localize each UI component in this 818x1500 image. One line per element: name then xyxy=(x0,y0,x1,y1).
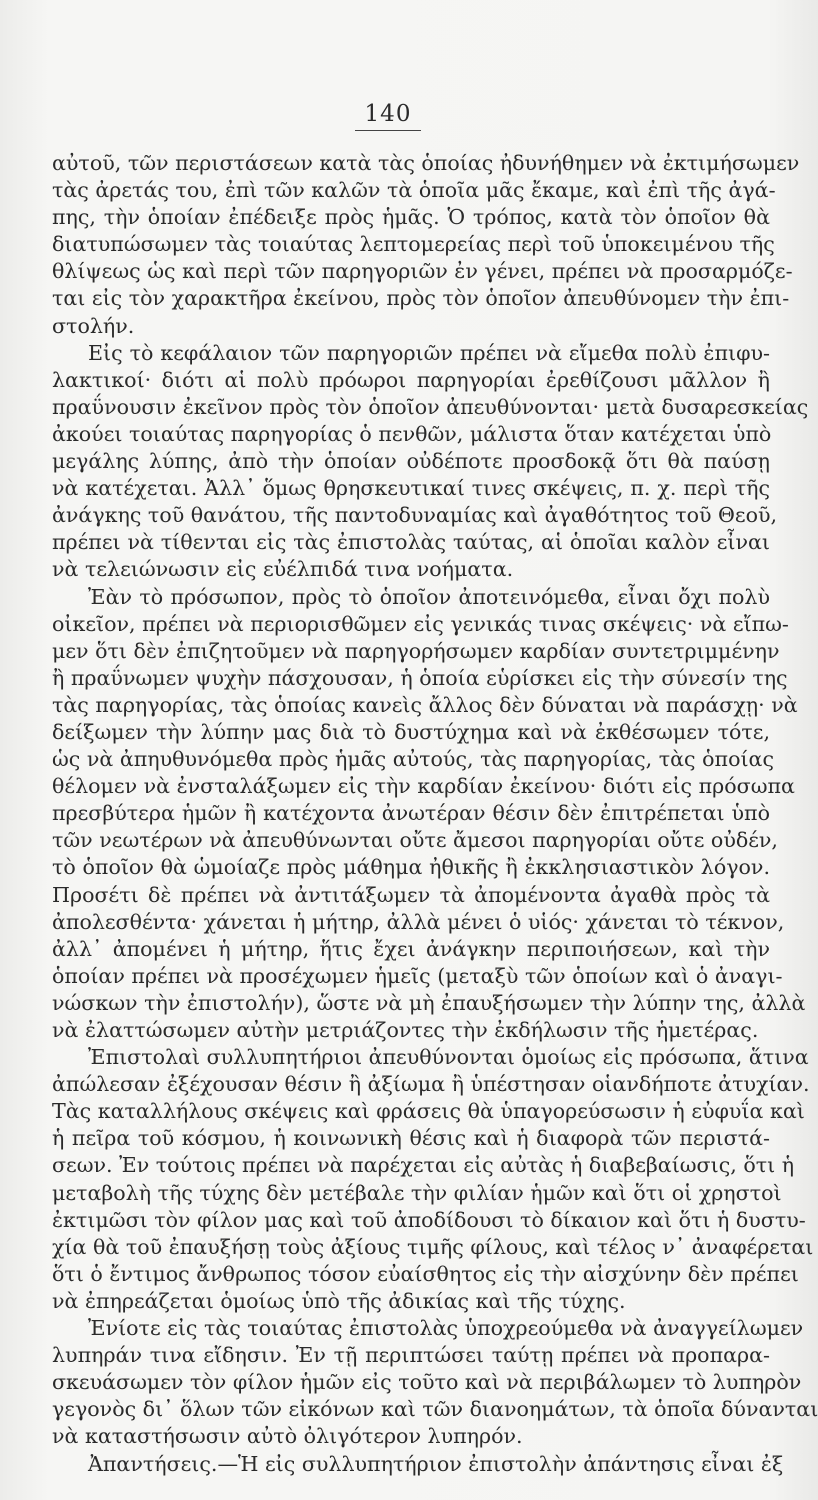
text-line: ὅτι ὁ ἔντιμος ἄνθρωπος τόσον εὐαίσθητος εἰς τὴν αἰσχύνην δὲν πρέπει xyxy=(52,1261,799,1286)
text-line: Εἰς τὸ κεφάλαιον τῶν παρηγοριῶν πρέπει νὰ εἴμεθα πολὺ ἐπιφυ- xyxy=(88,340,770,365)
text-line: πρέπει νὰ τίθενται εἰς τὰς ἐπιστολὰς ταύτας, αἱ ὁποῖαι καλὸν εἶναι xyxy=(52,530,770,555)
text-line: ἐκτιμῶσι τὸν φίλον μας καὶ τοῦ ἀποδίδουσι τὸ δίκαιον καὶ ὅτι ἡ δυστυ- xyxy=(52,1207,806,1232)
text-line: μεγάλης λύπης, ἀπὸ τὴν ὁποίαν οὐδέποτε προσδοκᾷ ὅτι θὰ παύσῃ xyxy=(52,449,770,474)
text-line: θέλομεν νὰ ἐνσταλάξωμεν εἰς τὴν καρδίαν ἐκείνου· διότι εἰς πρόσωπα xyxy=(52,774,795,799)
text-line: ἀνάγκης τοῦ θανάτου, τῆς παντοδυναμίας καὶ ἀγαθότητος τοῦ Θεοῦ, xyxy=(52,503,778,528)
text-line: λυπηράν τινα εἴδησιν. Ἐν τῇ περιπτώσει ταύτῃ πρέπει νὰ προπαρα- xyxy=(52,1343,770,1368)
text-line: ται εἰς τὸν χαρακτῆρα ἐκείνου, πρὸς τὸν ὁποῖον ἀπευθύνομεν τὴν ἐπι- xyxy=(52,286,790,311)
text-line: τὰς ἀρετάς του, ἐπὶ τῶν καλῶν τὰ ὁποῖα μᾶς ἔκαμε, καὶ ἐπὶ τῆς ἀγά- xyxy=(52,178,776,203)
text-line: μεν ὅτι δὲν ἐπιζητοῦμεν νὰ παρηγορήσωμεν καρδίαν συντετριμμένην xyxy=(52,638,780,663)
text-line: αὐτοῦ, τῶν περιστάσεων κατὰ τὰς ὁποίας ἠδυνήθημεν νὰ ἐκτιμήσωμεν xyxy=(52,151,800,175)
text-line: Ἀπαντήσεις.—Ἡ εἰς συλλυπητήριον ἐπιστολὴν ἀπάντησις εἶναι ἐξ xyxy=(88,1451,784,1476)
text-line: διατυπώσωμεν τὰς τοιαύτας λεπτομερείας περὶ τοῦ ὑποκειμένου τῆς xyxy=(52,232,775,257)
text-line: Τὰς καταλλήλους σκέψεις καὶ φράσεις θὰ ὑπαγορεύσωσιν ἡ εὐφυΐα καὶ xyxy=(52,1099,805,1124)
text-line: πρεσβύτερα ἡμῶν ἢ κατέχοντα ἀνωτέραν θέσιν δὲν ἐπιτρέπεται ὑπὸ xyxy=(52,801,770,826)
text-line: οἰκεῖον, πρέπει νὰ περιορισθῶμεν εἰς γενικάς τινας σκέψεις· νὰ εἴπω- xyxy=(52,611,789,636)
text-line: σκευάσωμεν τὸν φίλον ἡμῶν εἰς τοῦτο καὶ νὰ περιβάλωμεν τὸ λυπηρὸν xyxy=(52,1370,802,1395)
text-line: σεων. Ἐν τούτοις πρέπει νὰ παρέχεται εἰς αὐτὰς ἡ διαβεβαίωσις, ὅτι ἡ xyxy=(52,1153,795,1178)
text-line: ἀλλ᾽ ἀπομένει ἡ μήτηρ, ἥτις ἔχει ἀνάγκην περιποιήσεων, καὶ τὴν xyxy=(52,936,770,961)
text-line: νὰ ἐπηρεάζεται ὁμοίως ὑπὸ τῆς ἀδικίας καὶ τῆς τύχης. xyxy=(52,1288,626,1313)
text-line: νὰ καταστήσωσιν αὐτὸ ὀλιγότερον λυπηρόν. xyxy=(52,1424,523,1449)
text-line: ἀκούει τοιαύτας παρηγορίας ὁ πενθῶν, μάλιστα ὅταν κατέχεται ὑπὸ xyxy=(52,421,772,446)
text-line: ὡς νὰ ἀπηυθυνόμεθα πρὸς ἡμᾶς αὐτούς, τὰς παρηγορίας, τὰς ὁποίας xyxy=(52,747,774,772)
text-line: γεγονὸς δι᾽ ὅλων τῶν εἰκόνων καὶ τῶν διανοημάτων, τὰ ὁποῖα δύνανται xyxy=(52,1397,818,1422)
text-line: θλίψεως ὡς καὶ περὶ τῶν παρηγοριῶν ἐν γένει, πρέπει νὰ προσαρμόζε- xyxy=(52,259,793,284)
text-line: χία θὰ τοῦ ἐπαυξήσῃ τοὺς ἀξίους τιμῆς φίλους, καὶ τέλος ν᾽ ἀναφέρεται xyxy=(52,1234,814,1259)
text-line: Προσέτι δὲ πρέπει νὰ ἀντιτάξωμεν τὰ ἀπομένοντα ἀγαθὰ πρὸς τὰ xyxy=(52,882,770,907)
text-line: τὸ ὁποῖον θὰ ὡμοίαζε πρὸς μάθημα ἠθικῆς ἢ ἐκκλησιαστικὸν λόγον. xyxy=(52,855,770,880)
text-line: ὁποίαν πρέπει νὰ προσέχωμεν ἡμεῖς (μεταξὺ τῶν ὁποίων καὶ ὁ ἀναγι- xyxy=(52,963,783,988)
body-text xyxy=(52,150,818,1478)
text-line: στολήν. xyxy=(52,313,135,338)
text-line: τὰς παρηγορίας, τὰς ὁποίας κανεὶς ἄλλος δὲν δύναται νὰ παράσχῃ· νὰ xyxy=(52,692,798,717)
text-line: Ἐπιστολαὶ συλλυπητήριοι ἀπευθύνονται ὁμοίως εἰς πρόσωπα, ἅτινα xyxy=(88,1045,809,1070)
text-line: πης, τὴν ὁποίαν ἐπέδειξε πρὸς ἡμᾶς. Ὁ τρόπος, κατὰ τὸν ὁποῖον θὰ xyxy=(52,205,770,230)
text-line: ἀπώλεσαν ἐξέχουσαν θέσιν ἢ ἀξίωμα ἢ ὑπέστησαν οἱανδήποτε ἀτυχίαν. xyxy=(52,1072,810,1097)
text-line: ἢ πραΰνωμεν ψυχὴν πάσχουσαν, ἡ ὁποία εὑρίσκει εἰς τὴν σύνεσίν της xyxy=(52,665,788,690)
page-number: 140 xyxy=(355,100,421,131)
text-line: λακτικοί· διότι αἱ πολὺ πρόωροι παρηγορίαι ἐρεθίζουσι μᾶλλον ἢ xyxy=(52,367,770,392)
text-line: Ἐνίοτε εἰς τὰς τοιαύτας ἐπιστολὰς ὑποχρεούμεθα νὰ ἀναγγείλωμεν xyxy=(88,1316,804,1341)
text-line: δείξωμεν τὴν λύπην μας διὰ τὸ δυστύχημα καὶ νὰ ἐκθέσωμεν τότε, xyxy=(52,719,770,744)
text-line: ἡ πεῖρα τοῦ κόσμου, ἡ κοινωνικὴ θέσις καὶ ἡ διαφορὰ τῶν περιστά- xyxy=(52,1126,770,1151)
text-line: νὰ κατέχεται. Ἀλλ᾽ ὅμως θρησκευτικαί τινες σκέψεις, π. χ. περὶ τῆς xyxy=(52,476,770,501)
text-line: νὰ ἐλαττώσωμεν αὐτὴν μετριάζοντες τὴν ἐκδήλωσιν τῆς ἡμετέρας. xyxy=(52,1018,759,1042)
text-line: νὰ τελειώνωσιν εἰς εὐέλπιδά τινα νοήματα. xyxy=(52,557,514,582)
text-line: τῶν νεωτέρων νὰ ἀπευθύνωνται οὔτε ἄμεσοι παρηγορίαι οὔτε οὐδέν, xyxy=(52,828,778,853)
text-line: ἀπολεσθέντα· χάνεται ἡ μήτηρ, ἀλλὰ μένει ὁ υἱός· χάνεται τὸ τέκνον, xyxy=(52,909,785,934)
text-line: Ἐὰν τὸ πρόσωπον, πρὸς τὸ ὁποῖον ἀποτεινόμεθα, εἶναι ὄχι πολὺ xyxy=(88,584,770,609)
text-line: πραΰνουσιν ἐκεῖνον πρὸς τὸν ὁποῖον ἀπευθύνονται· μετὰ δυσαρεσκείας xyxy=(52,394,809,419)
text-line: μεταβολὴ τῆς τύχης δὲν μετέβαλε τὴν φιλίαν ἡμῶν καὶ ὅτι οἱ χρηστοὶ xyxy=(52,1180,782,1205)
text-line: νώσκων τὴν ἐπιστολήν), ὥστε νὰ μὴ ἐπαυξήσωμεν τὴν λύπην της, ἀλλὰ xyxy=(52,990,806,1015)
